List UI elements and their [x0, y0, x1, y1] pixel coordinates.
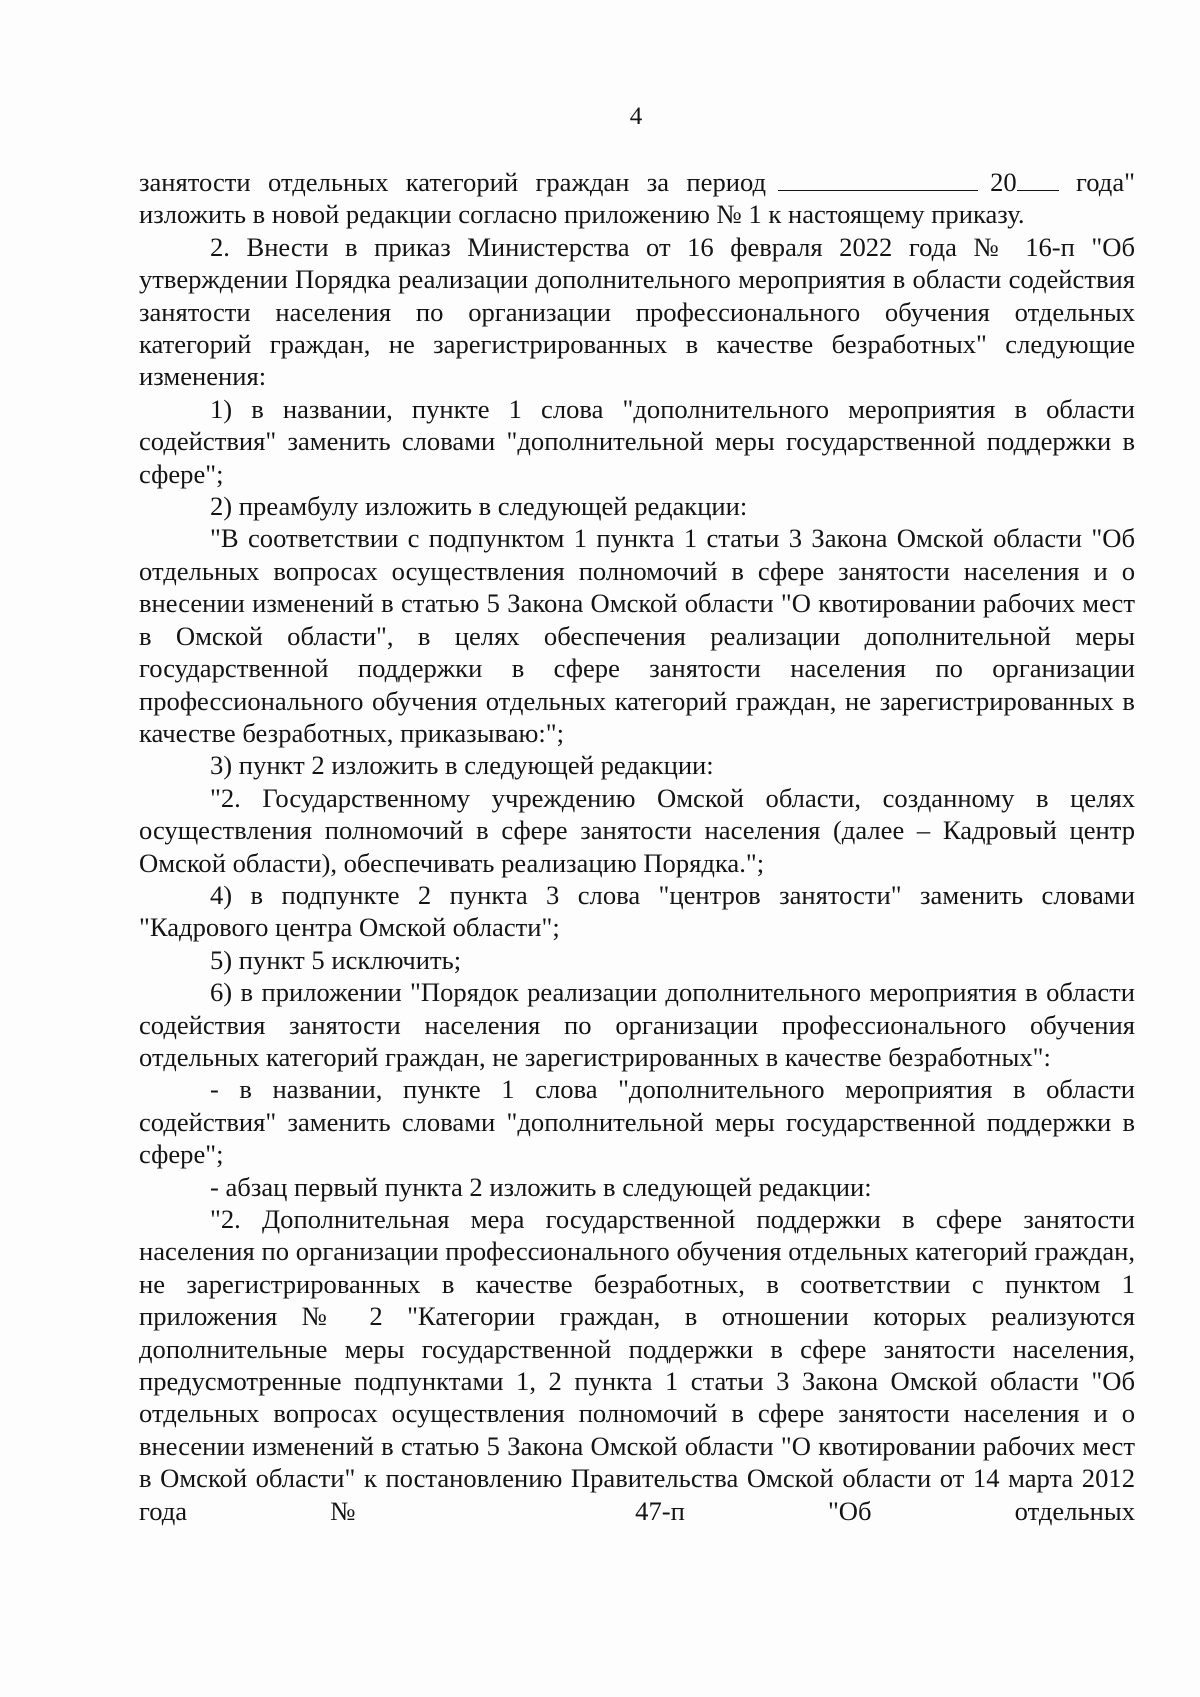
document-body: [139, 166, 1135, 1527]
year-prefix: 20: [990, 167, 1017, 197]
paragraph-subitem-1: 1) в названии, пункте 1 слова "дополнительного мероприятия в области содействия" заменить словами "дополнительной меры государственной поддержки в сфере";: [139, 393, 1135, 489]
paragraph-dash-2: - абзац первый пункта 2 изложить в следующей редакции:: [210, 1171, 872, 1202]
blank-year-field: [1017, 168, 1059, 191]
paragraph-subitem-2: 2) преамбулу изложить в следующей редакции:: [210, 491, 748, 522]
paragraph-point-2-new-text: "2. Дополнительная мера государственной поддержки в сфере занятости населения по организации профессионального обучения отдельных категорий граждан, не зарегистрированных в качестве безработных, в соответствии с пунктом 1 приложения № 2 "Категории граждан, в отношении которых реализуются дополнительные меры государственной поддержки в сфере занятости населения, предусмотренные подпунктами 1, 2 пункта 1 статьи 3 Закона Омской области "Об отдельных вопросах осуществления полномочий в сфере занятости населения и о внесении изменений в статью 5 Закона Омской области "О квотировании рабочих мест в Омской области" к постановлению Правительства Омской области от 14 марта 2012 года № 47-п "Об отдельных: [139, 1204, 1135, 1526]
paragraph-subitem-5: 5) пункт 5 исключить;: [210, 944, 462, 975]
paragraph-preamble-quote: "В соответствии с подпунктом 1 пункта 1 статьи 3 Закона Омской области "Об отдельных вопросах осуществления полномочий в сфере занятости населения и о внесении изменений в статью 5 Закона Омской области "О квотировании рабочих мест в Омской области", в целях обеспечения реализации дополнительной меры государственной поддержки в сфере занятости населения по организации профессионального обучения отдельных категорий граждан, не зарегистрированных в качестве безработных, приказываю:";: [139, 523, 1135, 748]
paragraph-subitem-6: 6) в приложении "Порядок реализации дополнительного мероприятия в области содействия занятости населения по организации профессионального обучения отдельных категорий граждан, не зарегистрированных в качестве безработных":: [139, 977, 1135, 1072]
page-number: 4: [629, 103, 643, 130]
year-suffix: года": [1076, 167, 1135, 197]
paragraph-continuation: [139, 166, 1135, 198]
blank-period-field: [778, 168, 978, 191]
paragraph-item-2: 2. Внести в приказ Министерства от 16 февраля 2022 года № 16-п "Об утверждении Порядка реализации дополнительного мероприятия в области содействия занятости населения по организации профессионального обучения отдельных категорий граждан, не зарегистрированных в качестве безработных" следующие изменения:: [139, 231, 1135, 392]
paragraph-continuation-2: изложить в новой редакции согласно приложению № 1 к настоящему приказу.: [139, 199, 1025, 230]
period-line-text: занятости отдельных категорий граждан за период: [139, 167, 767, 197]
paragraph-point-2-quote: "2. Государственному учреждению Омской области, созданному в целях осуществления полномочий в сфере занятости населения (далее – Кадровый центр Омской области), обеспечивать реализацию Порядка.";: [139, 782, 1135, 878]
paragraph-dash-1: - в названии, пункте 1 слова "дополнительного мероприятия в области содействия" заменить словами "дополнительной меры государственной поддержки в сфере";: [139, 1074, 1135, 1170]
paragraph-subitem-4: 4) в подпункте 2 пункта 3 слова "центров занятости" заменить словами "Кадрового центра Омской области";: [139, 879, 1135, 943]
paragraph-subitem-3: 3) пункт 2 изложить в следующей редакции:: [210, 750, 714, 781]
